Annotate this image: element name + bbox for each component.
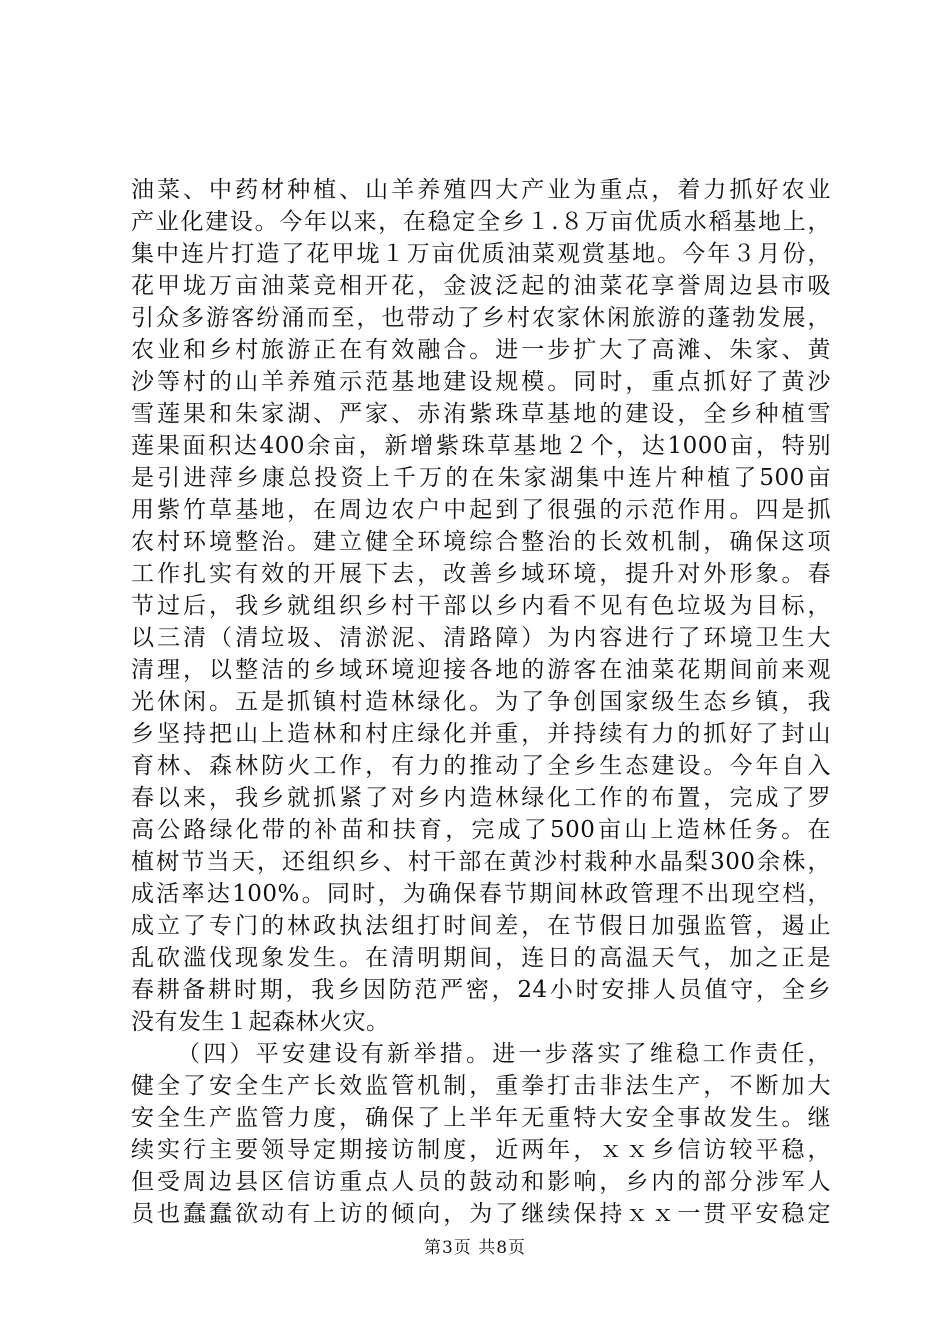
body-text bbox=[131, 174, 831, 1230]
text-line: 花甲垅万亩油菜竞相开花，金波泛起的油菜花享誉周边县市吸 bbox=[131, 273, 831, 299]
section-heading-line: （四）平安建设有新举措。进一步落实了维稳工作责任， bbox=[177, 1041, 831, 1067]
text-line: 健全了安全生产长效监管机制，重拳打击非法生产，不断加大 bbox=[131, 1073, 831, 1099]
text-line: 工作扎实有效的开展下去，改善乡域环境，提升对外形象。春 bbox=[131, 561, 831, 587]
text-line: 集中连片打造了花甲垅１万亩优质油菜观赏基地。今年３月份， bbox=[131, 241, 831, 267]
page-number-footer: 第3页 共8页 bbox=[423, 1238, 527, 1258]
text-line: 乡坚持把山上造林和村庄绿化并重，并持续有力的抓好了封山 bbox=[131, 721, 831, 747]
text-line: 农村环境整治。建立健全环境综合整治的长效机制，确保这项 bbox=[131, 529, 831, 555]
text-line: 续实行主要领导定期接访制度，近两年，ｘｘ乡信访较平稳， bbox=[131, 1137, 831, 1163]
text-line: 乱砍滥伐现象发生。在清明期间，连日的高温天气，加之正是 bbox=[131, 945, 831, 971]
text-line: 农业和乡村旅游正在有效融合。进一步扩大了高滩、朱家、黄 bbox=[131, 337, 831, 363]
text-line: 雪莲果和朱家湖、严家、赤洧紫珠草基地的建设，全乡种植雪 bbox=[131, 401, 831, 427]
text-line: 引众多游客纷涌而至，也带动了乡村农家休闲旅游的蓬勃发展， bbox=[131, 305, 831, 331]
text-line: 育林、森林防火工作，有力的推动了全乡生态建设。今年自入 bbox=[131, 753, 831, 779]
paragraph-end-line: 没有发生１起森林火灾。 bbox=[131, 1009, 390, 1035]
text-line: 高公路绿化带的补苗和扶育，完成了500亩山上造林任务。在 bbox=[131, 817, 831, 843]
text-line: 节过后，我乡就组织乡村干部以乡内看不见有色垃圾为目标， bbox=[131, 593, 831, 619]
text-line: 员也蠢蠢欲动有上访的倾向，为了继续保持ｘｘ一贯平安稳定 bbox=[131, 1201, 831, 1227]
text-line: 春耕备耕时期，我乡因防范严密，24小时安排人员值守，全乡 bbox=[131, 977, 831, 1003]
text-line: 但受周边县区信访重点人员的鼓动和影响，乡内的部分涉军人 bbox=[131, 1169, 831, 1195]
text-line: 油菜、中药材种植、山羊养殖四大产业为重点，着力抓好农业 bbox=[131, 177, 831, 203]
text-line: 成活率达100%。同时，为确保春节期间林政管理不出现空档， bbox=[131, 881, 831, 907]
text-line: 清理，以整洁的乡域环境迎接各地的游客在油菜花期间前来观 bbox=[131, 657, 831, 683]
text-line: 以三清（清垃圾、清淤泥、清路障）为内容进行了环境卫生大 bbox=[131, 625, 831, 651]
text-line: 莲果面积达400余亩，新增紫珠草基地２个，达1000亩，特别 bbox=[131, 433, 831, 459]
text-line: 成立了专门的林政执法组打时间差，在节假日加强监管，遏止 bbox=[131, 913, 831, 939]
text-line: 光休闲。五是抓镇村造林绿化。为了争创国家级生态乡镇，我 bbox=[131, 689, 831, 715]
text-line: 春以来，我乡就抓紧了对乡内造林绿化工作的布置，完成了罗 bbox=[131, 785, 831, 811]
text-line: 用紫竹草基地，在周边农户中起到了很强的示范作用。四是抓 bbox=[131, 497, 831, 523]
text-line: 沙等村的山羊养殖示范基地建设规模。同时，重点抓好了黄沙 bbox=[131, 369, 831, 395]
text-line: 产业化建设。今年以来，在稳定全乡１.８万亩优质水稻基地上， bbox=[131, 209, 831, 235]
text-line: 安全生产监管力度，确保了上半年无重特大安全事故发生。继 bbox=[131, 1105, 831, 1131]
text-line: 植树节当天，还组织乡、村干部在黄沙村栽种水晶梨300余株， bbox=[131, 849, 831, 875]
text-line: 是引进萍乡康总投资上千万的在朱家湖集中连片种植了500亩 bbox=[131, 465, 831, 491]
